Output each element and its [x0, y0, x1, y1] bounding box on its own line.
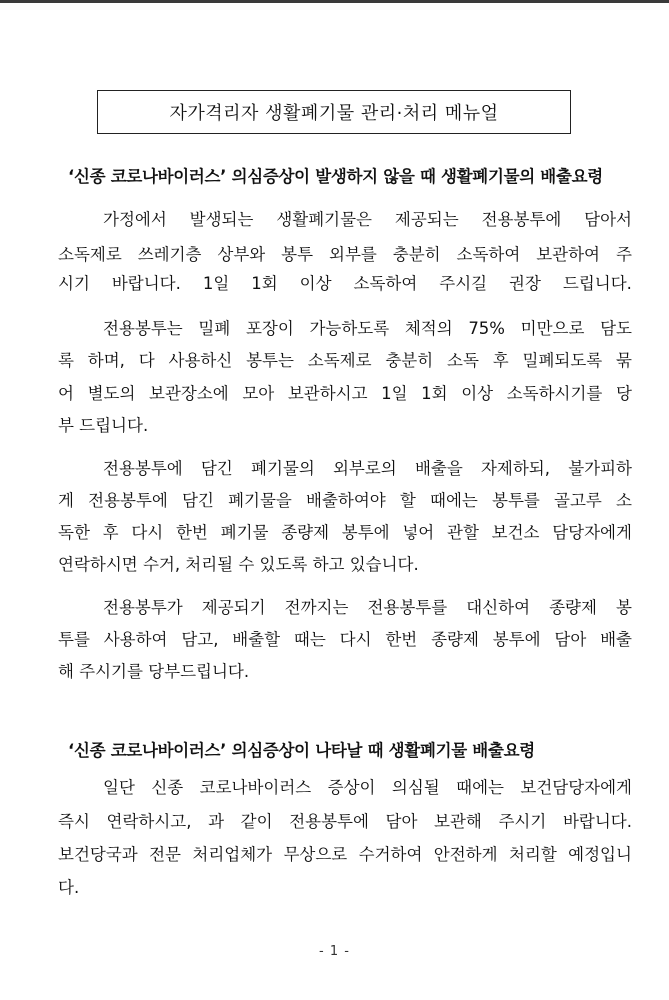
word: 다	[138, 351, 155, 370]
word: 바랍니다.	[562, 812, 632, 831]
word: 별도의	[87, 384, 136, 403]
word: 게	[58, 491, 74, 510]
word: 과	[208, 812, 225, 831]
word: 75%	[468, 319, 505, 338]
word: 후	[492, 351, 509, 370]
word: 배출을	[414, 459, 463, 478]
word: 안전하게	[433, 845, 498, 864]
body-line	[103, 771, 632, 805]
word: 보관하시고	[287, 384, 368, 403]
word: 담아	[385, 812, 418, 831]
word: 가정에서	[103, 210, 167, 229]
word: 보건소	[491, 523, 540, 542]
word: 1일	[381, 384, 408, 403]
body-line	[58, 344, 632, 378]
body-line	[58, 838, 632, 872]
word: 보건담당자에게	[520, 778, 632, 797]
word: 처리할	[508, 845, 557, 864]
word: 미만으로	[520, 319, 585, 338]
body-line	[58, 623, 632, 657]
body-line	[103, 591, 632, 625]
word: 종량제	[549, 598, 597, 617]
word: 록	[58, 351, 74, 370]
body-line	[103, 312, 632, 346]
word: 배출할	[232, 630, 281, 649]
word: 드립니다.	[562, 274, 632, 293]
word: 소독	[447, 351, 479, 370]
word: 상부와	[217, 245, 266, 264]
body-line: 해 주시기를 당부드립니다.	[58, 662, 250, 681]
body-line	[58, 267, 632, 301]
word: 전까지는	[284, 598, 349, 617]
word: 바랍니다.	[111, 274, 181, 293]
body-line: 다.	[58, 878, 80, 897]
word: 후	[102, 523, 119, 542]
word: 즉시	[58, 812, 90, 831]
word: 전용봉투에	[289, 812, 369, 831]
word: 때에는	[430, 491, 478, 510]
word: 전용봉투가	[103, 598, 183, 617]
word: 다시	[131, 523, 164, 542]
word: 충분히	[392, 245, 441, 264]
word: 종량제	[281, 523, 330, 542]
body-line	[58, 516, 632, 550]
word: 투를	[58, 630, 90, 649]
word: 외부를	[329, 245, 377, 264]
word: 신종	[151, 778, 184, 797]
word: 전용봉투에	[88, 491, 168, 510]
word: 불가피하	[568, 459, 632, 478]
word: 보건당국과	[58, 845, 138, 864]
body-line	[103, 452, 632, 486]
word: 주시기	[498, 812, 547, 831]
word: 소	[616, 491, 632, 510]
body-line: 부 드립니다.	[58, 416, 149, 435]
word: 가능하도록	[309, 319, 390, 338]
word: 봉	[616, 598, 632, 617]
word: 제공되는	[394, 210, 459, 229]
word: 폐기물을	[228, 491, 292, 510]
word: 봉투에	[492, 630, 541, 649]
word: 생활폐기물은	[276, 210, 372, 229]
word: 소독제로	[58, 245, 122, 264]
word: 연락하시고,	[106, 812, 192, 831]
document-title-box	[97, 90, 571, 134]
word: 제공되기	[201, 598, 266, 617]
word: 소독하여	[353, 274, 418, 293]
word: 담아서	[584, 210, 632, 229]
word: 폐기물	[220, 523, 269, 542]
word: 사용하신	[168, 351, 233, 370]
word: 보관장소에	[149, 384, 229, 403]
word: 수거하여	[358, 845, 423, 864]
word: 소독하여	[456, 245, 521, 264]
word: 전문	[149, 845, 181, 864]
word: 사용하여	[103, 630, 168, 649]
word: 증상이	[327, 778, 376, 797]
word: 담아	[554, 630, 587, 649]
word: 봉투를	[492, 491, 540, 510]
word: 때에는	[456, 778, 504, 797]
word: 처리업체가	[192, 845, 273, 864]
word: 보관하여	[536, 245, 600, 264]
word: 일단	[103, 778, 135, 797]
word: 때는	[293, 630, 326, 649]
word: 밀폐	[198, 319, 231, 338]
word: 하며,	[87, 351, 125, 370]
section-2-heading: ‘신종 코로나바이러스’ 의심증상이 나타날 때 생활폐기물 배출요령	[68, 741, 535, 760]
word: 할	[399, 491, 416, 510]
word: 예정입니	[568, 845, 632, 864]
word: 1일	[202, 274, 230, 293]
word: 어	[58, 384, 74, 403]
word: 1회	[421, 384, 448, 403]
word: 봉투는	[246, 351, 294, 370]
word: 코로나바이러스	[199, 778, 312, 797]
body-line	[58, 805, 632, 839]
word: 폐기물의	[251, 459, 315, 478]
word: 포장이	[245, 319, 294, 338]
page-number: - 1 -	[319, 944, 350, 959]
body-line	[58, 377, 632, 411]
word: 전용봉투는	[103, 319, 183, 338]
word: 무상으로	[283, 845, 348, 864]
word: 담고,	[181, 630, 219, 649]
word: 이상	[299, 274, 332, 293]
word: 주시길	[439, 274, 488, 293]
word: 소독제로	[307, 351, 372, 370]
word: 당	[615, 384, 632, 403]
word: 체적의	[404, 319, 453, 338]
body-line: 연락하시면 수거, 처리될 수 있도록 하고 있습니다.	[58, 555, 419, 574]
word: 밀폐되도록	[522, 351, 603, 370]
top-border-rule	[0, 0, 669, 3]
word: 넣어	[402, 523, 435, 542]
word: 담도	[600, 319, 632, 338]
word: 관할	[447, 523, 479, 542]
word: 전용봉투에	[481, 210, 562, 229]
word: 독한	[58, 523, 90, 542]
word: 주	[615, 245, 632, 264]
word: 소독하시기를	[506, 384, 603, 403]
word: 전용봉투를	[367, 598, 448, 617]
word: 골고루	[554, 491, 602, 510]
word: 쓰레기층	[137, 245, 202, 264]
word: 종량제	[431, 630, 479, 649]
word: 시기	[58, 274, 90, 293]
body-line	[58, 484, 632, 518]
word: 전용봉투에	[103, 459, 183, 478]
word: 외부로의	[332, 459, 397, 478]
word: 충분히	[385, 351, 434, 370]
word: 봉투에	[341, 523, 390, 542]
section-1-heading: ‘신종 코로나바이러스’ 의심증상이 발생하지 않을 때 생활폐기물의 배출요령	[68, 167, 603, 186]
word: 봉투	[281, 245, 314, 264]
word: 담긴	[182, 491, 214, 510]
word: 담당자에게	[552, 523, 632, 542]
word: 다시	[339, 630, 372, 649]
word: 대신하여	[466, 598, 531, 617]
word: 의심될	[391, 778, 440, 797]
word: 모아	[242, 384, 275, 403]
word: 한번	[175, 523, 208, 542]
word: 묶	[616, 351, 632, 370]
word: 보관해	[434, 812, 482, 831]
body-line	[103, 203, 632, 237]
word: 발생되는	[189, 210, 254, 229]
word: 배출	[600, 630, 632, 649]
word: 한번	[385, 630, 418, 649]
word: 이상	[461, 384, 494, 403]
word: 같이	[240, 812, 273, 831]
document-title: 자가격리자 생활폐기물 관리·처리 메뉴얼	[169, 103, 499, 124]
word: 1회	[251, 274, 278, 293]
word: 자제하되,	[480, 459, 550, 478]
word: 담긴	[200, 459, 233, 478]
word: 권장	[509, 274, 541, 293]
word: 배출하여야	[306, 491, 386, 510]
